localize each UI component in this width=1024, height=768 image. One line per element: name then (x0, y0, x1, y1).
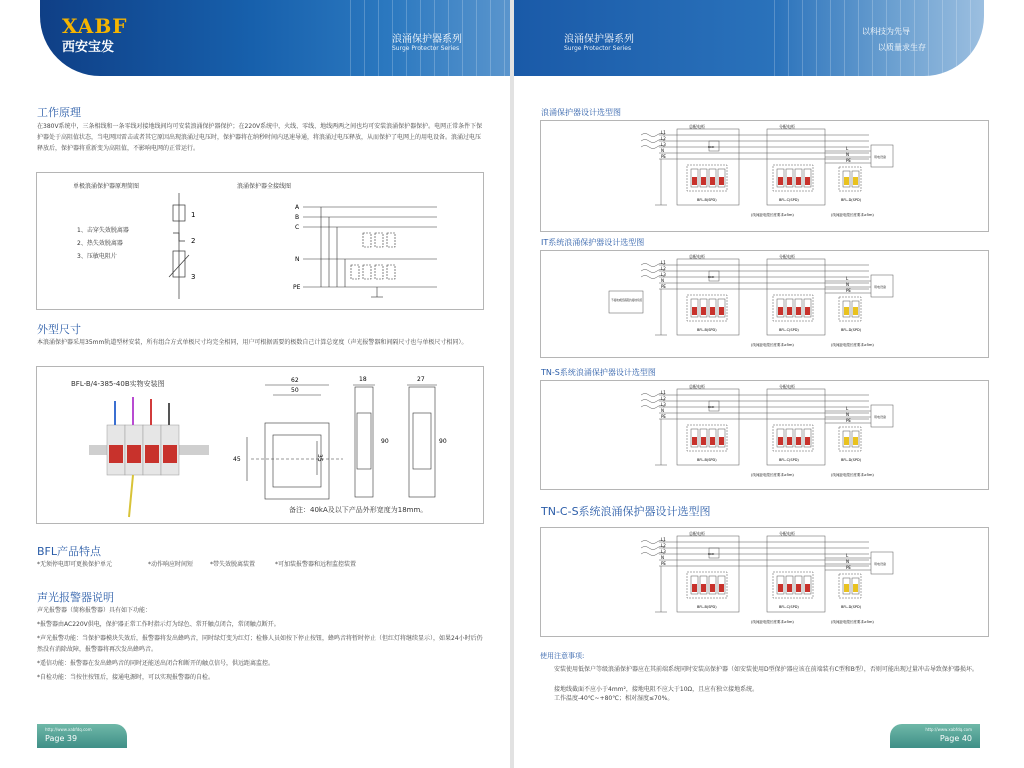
line-label: PE (661, 154, 666, 159)
alarm-title: 声光报警器说明 (37, 591, 114, 604)
dim-18: 18 (359, 376, 367, 383)
wiring-svg (541, 251, 988, 359)
diagram1-title: 单极浪涌保护器原理简图 (73, 183, 140, 190)
line-label: L3 (661, 549, 666, 554)
section-title-tncs: TN-C-S系统浪涌保护器设计选型图 (541, 505, 711, 518)
line-label: PE (661, 414, 666, 419)
line-label: N (661, 555, 664, 560)
spd-modules (107, 425, 179, 475)
footer-right (890, 724, 980, 748)
out-line-label: L (846, 146, 849, 151)
out-line-label: N (846, 282, 849, 287)
line-label: PE (661, 561, 666, 566)
rcd-label: RCD (708, 275, 715, 279)
line-label: L3 (661, 272, 666, 277)
dim-90-b: 90 (439, 438, 447, 445)
principle-svg (37, 173, 483, 309)
slogan-2: 以质量求生存 (878, 43, 926, 52)
wiring-svg (541, 528, 988, 636)
sub-box-label: 分配电柜 (779, 254, 795, 259)
feature-4: *可加装报警器和远程监控装置 (275, 561, 357, 568)
dim-35: 35 (316, 454, 323, 462)
dim-50: 50 (291, 387, 299, 394)
dimensions-box (36, 366, 484, 524)
diagram-tn-c-s (540, 527, 989, 637)
logo-name: 西安宝发 (62, 40, 115, 55)
line-label-n: N (295, 256, 300, 263)
out-line-label: PE (846, 288, 851, 293)
device-label: 用电设备 (874, 155, 887, 159)
diagram-general (540, 120, 989, 232)
line-label: N (661, 408, 664, 413)
device-label: 用电设备 (874, 285, 887, 289)
line-label-pe: PE (293, 284, 301, 291)
page-number: Page 40 (939, 734, 972, 743)
line-label: L3 (661, 142, 666, 147)
line-label: L2 (661, 136, 666, 141)
series-title-left (392, 30, 462, 52)
wiring-svg (541, 381, 988, 489)
sub-box-label: 分配电柜 (779, 384, 795, 389)
alarm-line-2: *报警器由AC220V供电，保护器正常工作时指示灯为绿色、常开触点闭合，常闭触点断开。 (37, 621, 280, 628)
banner-pattern (774, 0, 984, 76)
spd-b-label: BFL-B(SPD) (697, 605, 717, 609)
spd-b-label: BFL-B(SPD) (697, 458, 717, 462)
notice-line-2: 接地线截面不应小于4mm²，接地电阻不应大于10Ω，且应有独立接地系统。 (554, 686, 759, 693)
alarm-line-1: 声光报警器（简称报警器）具有如下功能： (37, 607, 152, 614)
out-line-label: PE (846, 158, 851, 163)
company-logo (62, 14, 127, 55)
dimensions-body: 本浪涌保护器采用35mm轨道型材安装，所有组合方式单极尺寸均完全相同，用户可根据需要的极数自己计算总宽度（声光报警器和间隔尺寸也与单极尺寸相同）。 (37, 339, 468, 346)
note-d: (线间距电缆长度要求≥5m) (831, 213, 874, 217)
feature-3: *带失效脱离装置 (210, 561, 256, 568)
dim-62: 62 (291, 377, 299, 384)
out-line-label: PE (846, 418, 851, 423)
line-label: L2 (661, 543, 666, 548)
footer-url: http://www.xabfdq.com (925, 727, 972, 732)
note-c: (线间距电缆长度要求≥5m) (751, 473, 794, 477)
dim-90-a: 90 (381, 438, 389, 445)
notice-line-3: 工作温度-40℃~+80℃；相对湿度≤70%。 (554, 695, 674, 702)
spd-d-label: BFL-D(SPD) (841, 605, 862, 609)
note-d: (线间距电缆长度要求≥5m) (831, 473, 874, 477)
device-label: 用电设备 (874, 562, 887, 566)
diagram-tn-s (540, 380, 989, 490)
out-line-label: L (846, 553, 849, 558)
line-label: L1 (661, 260, 666, 265)
spd-d-label: BFL-D(SPD) (841, 328, 862, 332)
alarm-line-4: *遥信功能：报警器在发出蜂鸣音的同时还能送出闭合和断开的触点信号，供远距离监控。 (37, 660, 275, 667)
num-3: 3 (191, 273, 196, 281)
transformer-label: 不接地或经高阻抗接地系统 (611, 299, 643, 302)
section-title-it: IT系统浪涌保护器设计选型图 (541, 238, 645, 247)
spd-c-label: BFL-C(SPD) (779, 458, 799, 462)
section-title-tns: TN-S系统浪涌保护器设计选型图 (541, 368, 656, 377)
out-line-label: N (846, 559, 849, 564)
main-box-label: 总配电柜 (689, 384, 705, 389)
slogan-1: 以科技为先导 (862, 27, 910, 36)
device-label: 用电设备 (874, 415, 887, 419)
line-label: L2 (661, 266, 666, 271)
diagram2-title: 浪涌保护器全接线图 (237, 183, 292, 190)
spd-c-label: BFL-C(SPD) (779, 198, 799, 202)
out-line-label: L (846, 276, 849, 281)
line-label: N (661, 278, 664, 283)
principle-body: 在380V系统中，三条相线和一条零线对接地线间均可安装浪涌保护器保护；在220V系统中，火线、零线、地线两两之间也均可安装浪涌保护器保护。电网正常条件下保护器处于高阻值状态，当电网因雷击或者其它原因出现浪涌过电压时，保护器将在纳秒时间内迅速导通，将浪涌过电压释放，从而保护了电网上的用电设备。浪涌过电压释放后，保护器将重新变为高阻值，不影响电网的正常运行。 (37, 123, 483, 152)
sub-box-label: 分配电柜 (779, 531, 795, 536)
line-label: N (661, 148, 664, 153)
line-label: L3 (661, 402, 666, 407)
spd-d-label: BFL-D(SPD) (841, 198, 862, 202)
line-label: L1 (661, 130, 666, 135)
diagram-it (540, 250, 989, 358)
rcd-label: RCD (708, 405, 715, 409)
section-title-general: 浪涌保护器设计选型图 (541, 108, 621, 117)
footer-url: http://www.xabfdq.com (45, 727, 92, 732)
main-box-label: 总配电柜 (689, 254, 705, 259)
dim-27: 27 (417, 376, 425, 383)
rcd-label: RCD (708, 552, 715, 556)
spd-b-label: BFL-B(SPD) (697, 198, 717, 202)
series-cn: 浪涌保护器系列 (392, 34, 462, 45)
notice-title: 使用注意事项: (540, 652, 585, 660)
sub-box-label: 分配电柜 (779, 124, 795, 129)
spd-c-label: BFL-C(SPD) (779, 328, 799, 332)
front-view (247, 385, 343, 499)
legend-3: 3、压敏电阻片 (77, 253, 117, 260)
note-c: (线间距电缆长度要求≥5m) (751, 213, 794, 217)
wiring-svg (541, 121, 988, 229)
legend-2: 2、热失效脱离器 (77, 240, 123, 247)
legend-1: 1、击穿失效脱离器 (77, 227, 129, 234)
principle-diagram-box (36, 172, 484, 310)
rcd-label: RCD (708, 145, 715, 149)
series-en: Surge Protector Series (564, 45, 632, 52)
principle-title: 工作原理 (37, 106, 81, 119)
out-line-label: N (846, 152, 849, 157)
alarm-line-5: *自检功能：当按住按钮后，接通电源时，可以实现报警器的自检。 (37, 674, 215, 681)
dimensions-title: 外型尺寸 (37, 323, 81, 336)
num-1: 1 (191, 211, 196, 219)
dimensions-note: 备注：40kA及以下产品外形宽度为18mm。 (289, 506, 428, 514)
main-box-label: 总配电柜 (689, 531, 705, 536)
series-cn: 浪涌保护器系列 (564, 34, 634, 45)
footer-left (37, 724, 127, 748)
notice-line-1: 安装使用低保户等级浪涌保护器应在其前端系统同时安装高保护器（如安装使用D型保护器应该在前端装有C型和B型），否则可能出现过量冲击导致保护器损坏。 (554, 666, 978, 673)
note-c: (线间距电缆长度要求≥5m) (751, 620, 794, 624)
line-label: L1 (661, 537, 666, 542)
series-en: Surge Protector Series (392, 45, 460, 52)
line-label-b: B (295, 214, 300, 221)
dim-45: 45 (233, 456, 241, 463)
num-2: 2 (191, 237, 196, 245)
feature-1: *无须停电即可更换保护单元 (37, 561, 113, 568)
out-line-label: N (846, 412, 849, 417)
logo-mark: XABF (62, 14, 128, 38)
series-title-right (564, 30, 634, 52)
features-title: BFL产品特点 (37, 545, 102, 558)
line-label: L2 (661, 396, 666, 401)
spd-d-label: BFL-D(SPD) (841, 458, 862, 462)
main-box-label: 总配电柜 (689, 124, 705, 129)
page-number: Page 39 (45, 734, 78, 743)
line-label-a: A (295, 204, 300, 211)
feature-2: *动作响应时间短 (148, 561, 194, 568)
photo-title: BFL-B/4-385-40B实物安装图 (71, 380, 165, 388)
note-c: (线间距电缆长度要求≥5m) (751, 343, 794, 347)
dimensions-svg (37, 367, 483, 523)
line-label: PE (661, 284, 666, 289)
note-d: (线间距电缆长度要求≥5m) (831, 343, 874, 347)
line-label: L1 (661, 390, 666, 395)
line-label-c: C (295, 224, 300, 231)
side-views (353, 385, 437, 497)
note-d: (线间距电缆长度要求≥5m) (831, 620, 874, 624)
spd-c-label: BFL-C(SPD) (779, 605, 799, 609)
out-line-label: PE (846, 565, 851, 570)
out-line-label: L (846, 406, 849, 411)
spd-b-label: BFL-B(SPD) (697, 328, 717, 332)
alarm-line-3: *声光报警功能：当保护器模块失效后，报警器将发出蜂鸣音，同时绿灯变为红灯；检修人员如按下停止按钮，蜂鸣音将暂时停止（但红灯将继续显示），如果24小时后仍然没有消除故障，报警器将再次发出蜂鸣音。 (37, 635, 483, 653)
